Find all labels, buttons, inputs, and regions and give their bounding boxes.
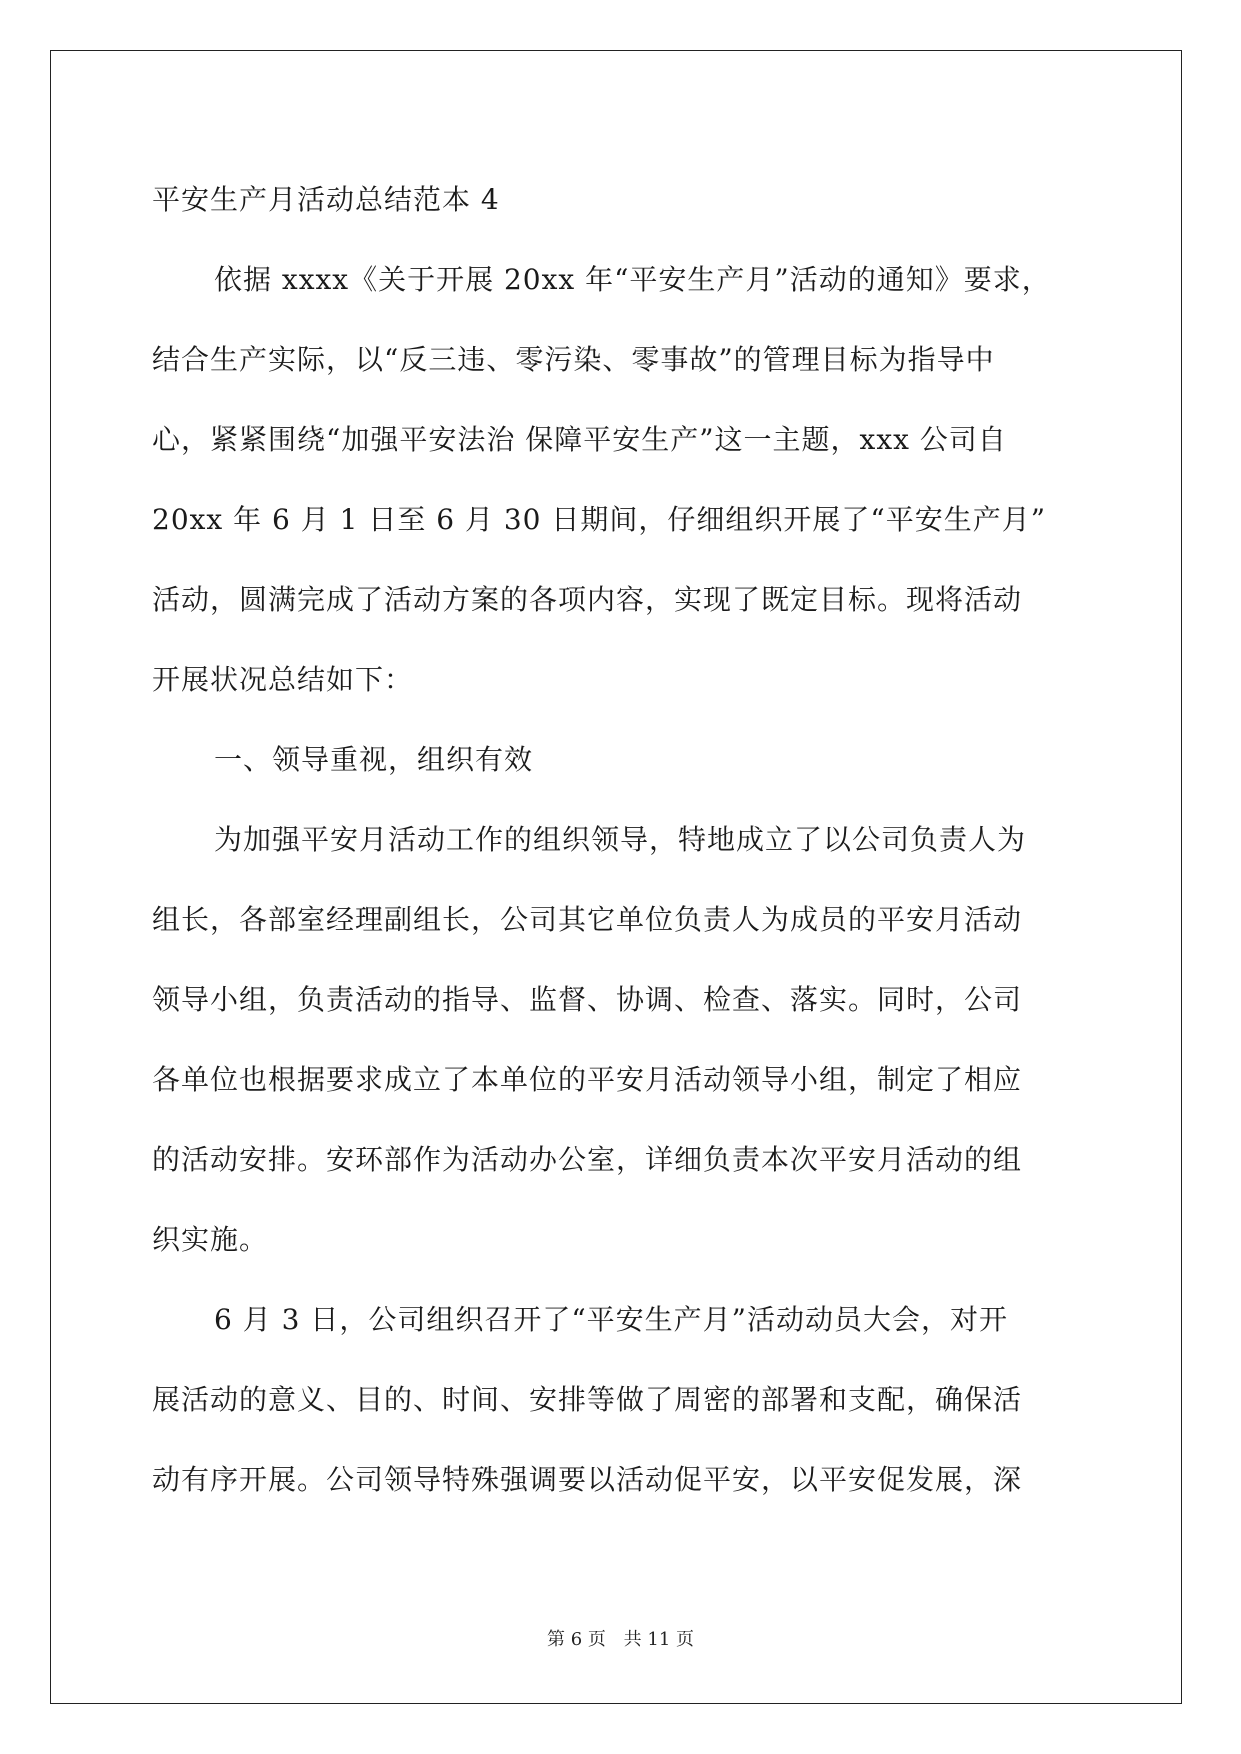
- text-line: 开展状况总结如下：: [152, 663, 414, 696]
- page-total: 共 11 页: [623, 1629, 694, 1650]
- text-line: 动有序开展。公司领导特殊强调要以活动促平安，以平安促发展，深: [152, 1463, 1023, 1496]
- document-title: 平安生产月活动总结范本 4: [152, 183, 500, 216]
- text-line: 6 月 3 日，公司组织召开了“平安生产月”活动动员大会，对开: [214, 1303, 1008, 1336]
- text-line: 为加强平安月活动工作的组织领导，特地成立了以公司负责人为: [214, 823, 1027, 856]
- text-line: 领导小组，负责活动的指导、监督、协调、检查、落实。同时，公司: [152, 983, 1023, 1016]
- text-line: 依据 xxxx《关于开展 20xx 年“平安生产月”活动的通知》要求，: [214, 263, 1051, 296]
- text-line: 织实施。: [152, 1223, 269, 1256]
- text-line: 各单位也根据要求成立了本单位的平安月活动领导小组，制定了相应: [152, 1063, 1023, 1096]
- text-line: 组长，各部室经理副组长，公司其它单位负责人为成员的平安月活动: [152, 903, 1023, 936]
- text-line: 20xx 年 6 月 1 日至 6 月 30 日期间，仔细组织开展了“平安生产月”: [152, 503, 1047, 536]
- document-body: [152, 160, 1092, 1520]
- text-line: 一、领导重视，组织有效: [214, 743, 534, 776]
- page-footer: [0, 1625, 1241, 1651]
- paragraph-lines: [152, 240, 1092, 1520]
- text-line: 心，紧紧围绕“加强平安法治 保障平安生产”这一主题，xxx 公司自: [152, 423, 1007, 456]
- text-line: 结合生产实际，以“反三违、零污染、零事故”的管理目标为指导中: [152, 343, 995, 376]
- text-line: 展活动的意义、目的、时间、安排等做了周密的部署和支配，确保活: [152, 1383, 1023, 1416]
- text-line: 活动，圆满完成了活动方案的各项内容，实现了既定目标。现将活动: [152, 583, 1023, 616]
- text-line: 的活动安排。安环部作为活动办公室，详细负责本次平安月活动的组: [152, 1143, 1023, 1176]
- page-number: 第 6 页: [547, 1629, 606, 1650]
